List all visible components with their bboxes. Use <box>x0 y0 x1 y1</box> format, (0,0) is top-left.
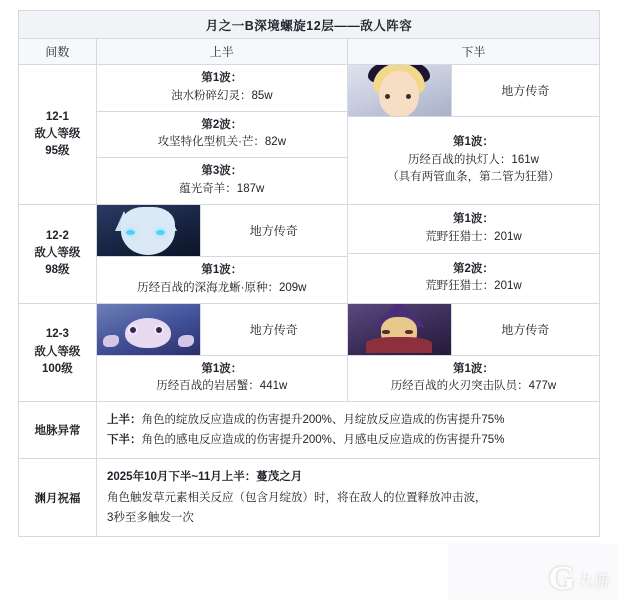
portrait-art <box>348 304 451 355</box>
wave-text: 历经百战的执灯人：161w <box>407 153 539 166</box>
legend-enemy-block <box>348 304 599 356</box>
floor-label-chamber: 12-3 <box>45 328 69 341</box>
watermark-text: 九游 <box>577 572 610 590</box>
wave-title: 第3波： <box>201 165 243 178</box>
wave-text: 荒野狂猎士：201w <box>425 231 522 244</box>
legend-enemy-portrait <box>97 205 201 256</box>
watermark-logo: G <box>548 560 575 597</box>
wave-entry <box>348 117 599 204</box>
floor-label-level-value: 98级 <box>45 264 70 277</box>
wave-title: 第1波： <box>452 135 494 148</box>
floor-label <box>19 65 97 204</box>
wave-title: 第1波： <box>201 263 243 276</box>
wave-entry <box>348 254 599 302</box>
ley-line-first-half-prefix: 上半： <box>107 414 142 427</box>
blessing-row <box>19 459 599 535</box>
wave-title: 第1波： <box>452 213 494 226</box>
blessing-line-2: 3秒至多触发一次 <box>107 511 194 524</box>
face-shape-icon <box>379 71 419 116</box>
eye-icon <box>128 325 138 335</box>
wave-text: 荒野狂猎士：201w <box>425 280 522 293</box>
wave-entry <box>97 158 347 204</box>
legend-enemy-name: 地方传奇 <box>249 322 298 337</box>
legend-enemy-name: 地方传奇 <box>501 322 550 337</box>
wave-title: 第1波： <box>452 362 494 375</box>
wave-text: 历经百战的岩居蟹：441w <box>156 380 288 393</box>
floor-label-level-caption: 敌人等级 <box>34 247 81 260</box>
blessing-line-1: 角色触发草元素相关反应（包含月绽放）时，将在敌人的位置释放冲击波， <box>107 491 487 504</box>
wave-note: （具有两管血条，第二管为狂猎） <box>387 171 560 184</box>
legend-enemy-block <box>97 304 347 356</box>
wave-title: 第2波： <box>201 118 243 131</box>
eye-icon <box>405 330 413 334</box>
ley-line-first-half <box>107 410 589 430</box>
enemy-lineup-table <box>18 10 600 537</box>
floor-row <box>19 65 599 205</box>
blessing-body <box>97 459 599 535</box>
wave-entry <box>97 257 347 303</box>
floor-label-chamber: 12-2 <box>45 229 69 242</box>
floor-label-level-value: 95级 <box>45 145 70 158</box>
blessing-label: 渊月祝福 <box>19 459 97 535</box>
watermark-plate <box>448 544 618 600</box>
eye-icon <box>382 330 390 334</box>
ley-line-second-half-text: 角色的感电反应造成的伤害提升200%、月感电反应造成的伤害提升75% <box>141 434 505 447</box>
legend-enemy-portrait <box>97 304 201 355</box>
ley-line-first-half-text: 角色的绽放反应造成的伤害提升200%、月绽放反应造成的伤害提升75% <box>141 414 505 427</box>
wave-text: 历经百战的火刃突击队员：477w <box>390 380 557 393</box>
legend-enemy-name: 地方传奇 <box>501 84 550 98</box>
wave-entry <box>97 65 347 112</box>
floor-first-half <box>97 205 348 303</box>
wave-entry <box>97 356 347 402</box>
wave-title: 第1波： <box>201 72 243 84</box>
wave-text: 浊水粉碎幻灵：85w <box>171 89 273 102</box>
floor-second-half <box>348 304 599 402</box>
header-cell-second-half: 下半 <box>461 45 486 59</box>
floor-label <box>19 205 97 303</box>
floor-label-level-caption: 敌人等级 <box>34 127 81 140</box>
portrait-art <box>97 205 200 256</box>
header-cell-first-half: 上半 <box>97 39 348 64</box>
wave-entry <box>97 112 347 159</box>
wave-text: 攻坚特化型机关·芒：82w <box>157 136 287 149</box>
wave-entry <box>348 356 599 402</box>
ley-line-second-half-prefix: 下半： <box>107 434 142 447</box>
blessing-title: 2025年10月下半~11月上半：蔓茂之月 <box>107 471 303 484</box>
legend-enemy-block <box>348 65 599 117</box>
ley-line-row <box>19 402 599 459</box>
legend-enemy-portrait <box>348 304 452 355</box>
collar-shape-icon <box>366 337 432 353</box>
header-cell-chamber: 间数 <box>19 39 97 64</box>
wave-text: 历经百战的深海龙蜥·原种：209w <box>137 281 307 294</box>
floor-label-level-value: 100级 <box>42 362 73 375</box>
legend-enemy-block <box>97 205 347 257</box>
wave-title: 第2波： <box>452 262 494 275</box>
floor-label-chamber: 12-1 <box>45 110 69 123</box>
portrait-art <box>348 65 451 116</box>
portrait-art <box>97 304 200 355</box>
eye-icon <box>406 94 411 99</box>
wave-text: 蕴光奇羊：187w <box>179 183 265 196</box>
claw-shape-icon <box>178 335 194 347</box>
eye-icon <box>385 94 390 99</box>
floor-second-half <box>348 65 599 204</box>
ley-line-label: 地脉异常 <box>19 402 97 458</box>
claw-shape-icon <box>103 335 119 347</box>
floor-second-half <box>348 205 599 303</box>
floor-row <box>19 205 599 304</box>
table-title: 月之一B深境螺旋12层——敌人阵容 <box>19 11 599 39</box>
floor-first-half <box>97 304 348 402</box>
floor-label <box>19 304 97 402</box>
wave-entry <box>348 205 599 254</box>
floor-row <box>19 304 599 403</box>
ley-line-body <box>97 402 599 458</box>
floor-label-level-caption: 敌人等级 <box>34 345 81 358</box>
wave-title: 第1波： <box>201 362 243 375</box>
legend-enemy-portrait <box>348 65 452 116</box>
legend-enemy-name: 地方传奇 <box>249 223 298 238</box>
ley-line-second-half <box>107 430 589 450</box>
table-header-row <box>19 39 599 65</box>
floor-first-half <box>97 65 348 204</box>
